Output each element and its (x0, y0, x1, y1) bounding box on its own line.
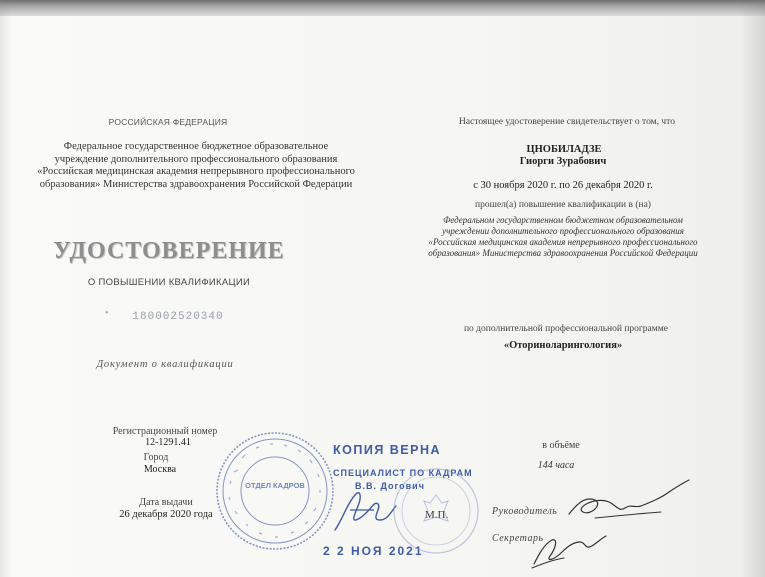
certificate-intro: Настоящее удостоверение свидетельствует о том, что (459, 117, 675, 127)
holder-given-names: Гиорги Зурабович (519, 156, 607, 167)
document-type: Документ о квалификации (96, 359, 234, 370)
volume-label: в объёме (542, 440, 580, 451)
provider-block (428, 215, 697, 259)
issuer-line: образования» Министерства здравоохранения Российской Федерации (39, 178, 353, 190)
stamp-date: 2 2 НОЯ 2021 (323, 544, 424, 558)
registration-label: Регистрационный номер (112, 426, 218, 437)
seal-place: М.П. (425, 509, 449, 521)
hr-name-stamp: В.В. Догович (355, 481, 425, 491)
provider-line: «Российская медицинская академия непрерывного профессионального (428, 237, 698, 247)
scan-shadow-right (739, 0, 765, 577)
hr-specialist-stamp: СПЕЦИАЛИСТ ПО КАДРАМ (333, 468, 473, 478)
issuer-line: Федеральное государственное бюджетное образовательное (63, 141, 329, 152)
issue-date-value: 26 декабря 2020 года (119, 509, 213, 520)
head-signature (565, 478, 695, 528)
provider-line: образования» Министерства здравоохранения Российской Федерации (428, 248, 698, 258)
issuer-line: учреждение дополнительного профессионального образования (54, 153, 338, 165)
scan-shadow-top (0, 0, 765, 16)
stamp-rings (217, 433, 333, 549)
issue-date-label: Дата выдачи (139, 497, 193, 508)
holder-surname: ЦНОБИЛАДЗЕ (526, 144, 602, 155)
document-subtitle: О ПОВЫШЕНИИ КВАЛИФИКАЦИИ (87, 277, 251, 288)
registration-number: 12-1291.41 (145, 437, 191, 448)
document-number: 180002520340 (132, 311, 224, 323)
round-stamp (212, 428, 338, 554)
provider-line: Федеральном государственном бюджетном образовательном (443, 215, 683, 225)
country-header: РОССИЙСКАЯ ФЕДЕРАЦИЯ (108, 117, 228, 127)
head-label: Руководитель (492, 506, 558, 517)
training-statement: прошел(а) повышение квалификации в (на) (475, 200, 651, 210)
emblem-stamp (390, 465, 482, 557)
stamp-center-label: ОТДЕЛ КАДРОВ (245, 481, 305, 490)
issuer-line: «Российская медицинская академия непрерывного профессионального (37, 166, 355, 177)
secretary-signature (528, 530, 608, 570)
secretary-label: Секретарь (492, 533, 544, 544)
document-title: УДОСТОВЕРЕНИЕ (53, 238, 285, 264)
training-period: с 30 ноября 2020 г. по 26 декабря 2020 г. (473, 180, 653, 191)
number-marker: • (105, 308, 109, 319)
copy-true-stamp: КОПИЯ ВЕРНА (333, 443, 442, 457)
issuer-block (37, 141, 355, 191)
volume-value: 144 часа (537, 460, 575, 471)
scan-shadow-left (0, 0, 12, 577)
stamp-ring-text (229, 444, 320, 537)
program-intro: по дополнительной профессиональной программе (463, 324, 669, 334)
city-label: Город (143, 452, 169, 463)
city-value: Москва (143, 464, 177, 475)
provider-line: учреждении дополнительного профессионального образования (442, 226, 684, 236)
program-name: «Оториноларингология» (503, 340, 623, 351)
